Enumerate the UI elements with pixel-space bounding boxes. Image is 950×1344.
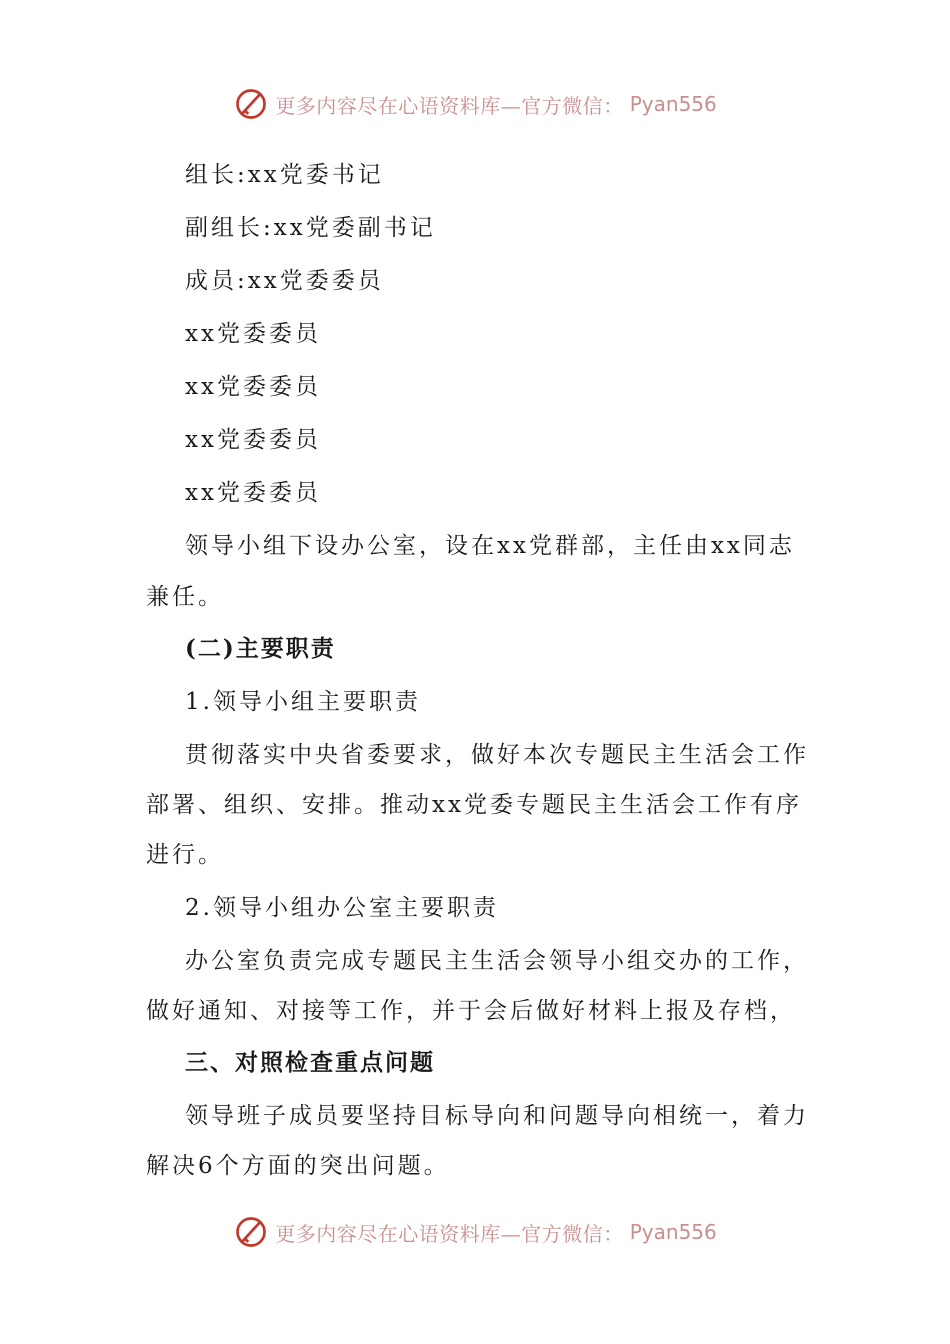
paragraph-line: 办公室负责完成专题民主生活会领导小组交办的工作， xyxy=(185,948,809,974)
header-banner xyxy=(0,82,950,126)
paragraph-line: 进行。 xyxy=(146,842,224,868)
paragraph-line: 领导班子成员要坚持目标导向和问题导向相统一，着力 xyxy=(185,1103,809,1129)
text-line: xx党委委员 xyxy=(185,480,321,506)
banner-wechat-id: Pyan556 xyxy=(629,92,717,116)
text-line: 组长:xx党委书记 xyxy=(185,162,384,188)
text-line: 成员:xx党委委员 xyxy=(185,268,384,294)
banner-text: 更多内容尽在心语资料库—官方微信： xyxy=(275,93,624,118)
paragraph-line: 领导小组下设办公室，设在xx党群部，主任由xx同志 xyxy=(185,533,795,559)
section-heading: (二)主要职责 xyxy=(185,635,336,662)
paragraph-line: 部署、组织、安排。推动xx党委专题民主生活会工作有序 xyxy=(146,792,802,818)
text-line: xx党委委员 xyxy=(185,321,321,347)
paragraph-line: 解决6个方面的突出问题。 xyxy=(146,1153,450,1179)
paragraph-line: 贯彻落实中央省委要求，做好本次专题民主生活会工作 xyxy=(185,742,809,768)
paragraph-line: 做好通知、对接等工作，并于会后做好材料上报及存档， xyxy=(146,998,796,1024)
text-line: 副组长:xx党委副书记 xyxy=(185,215,436,241)
text-line: xx党委委员 xyxy=(185,374,321,400)
text-line: xx党委委员 xyxy=(185,427,321,453)
banner-wechat-id: Pyan556 xyxy=(629,1220,717,1244)
subheading: 2.领导小组办公室主要职责 xyxy=(185,895,499,921)
subheading: 1.领导小组主要职责 xyxy=(185,689,421,715)
section-heading: 三、对照检查重点问题 xyxy=(185,1049,435,1076)
banner-text: 更多内容尽在心语资料库—官方微信： xyxy=(275,1221,624,1246)
pen-circle-logo-icon xyxy=(233,86,269,122)
paragraph-line: 兼任。 xyxy=(146,584,224,610)
footer-banner xyxy=(0,1210,950,1254)
pen-circle-logo-icon xyxy=(233,1214,269,1250)
